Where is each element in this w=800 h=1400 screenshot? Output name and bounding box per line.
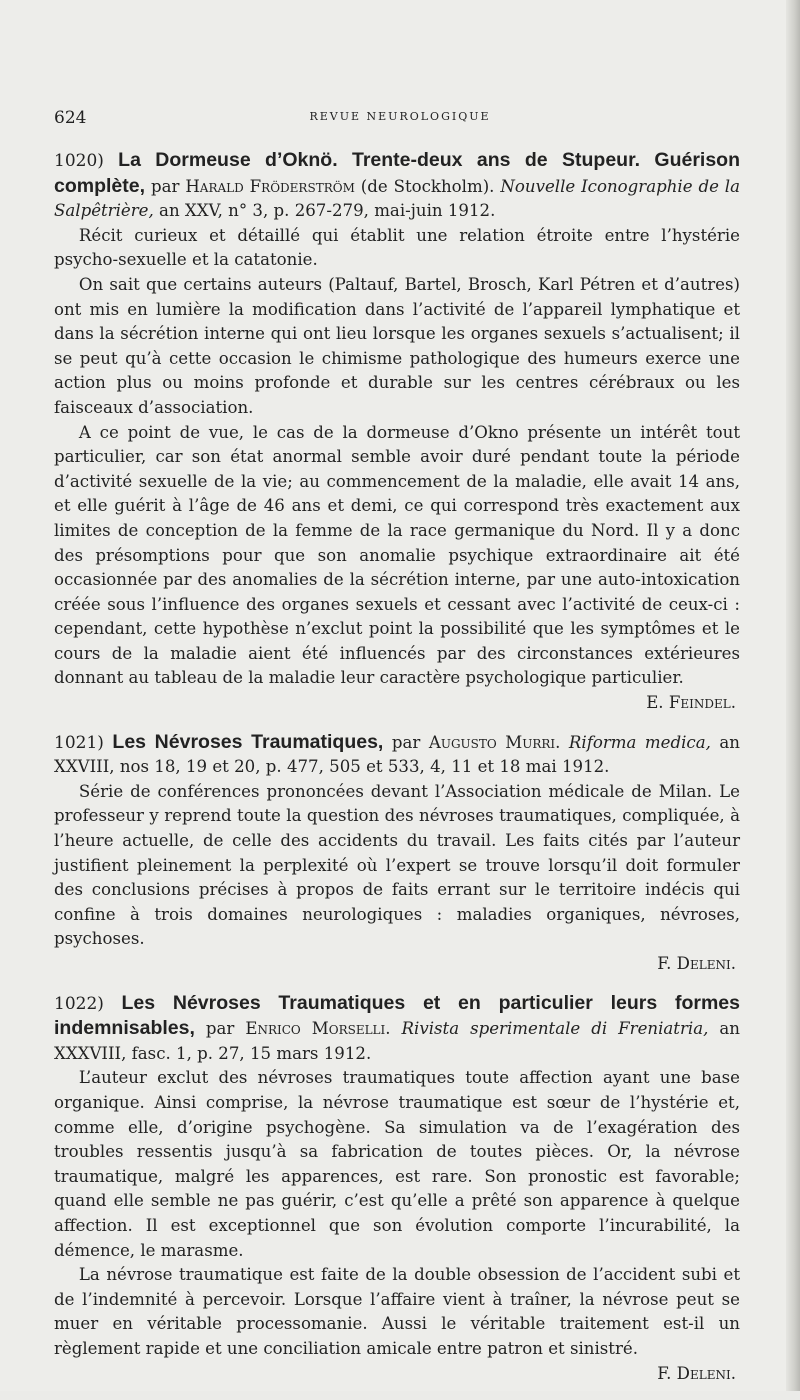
entry-title: La Dormeuse d’Oknö. Trente-deux ans de Stupeur. Guérison complète, [54,149,741,197]
entry-paragraph: La névrose traumatique est faite de la double obsession de l’accident subi et de l’indemnité à percevoir. Lorsque l’affaire vient à traîner, la névrose peut se muer en véritable processomanie. Aussi le véritable traitement est-il un règlement rapide et une conciliation amicale entre patron et sinistré. [54,1265,740,1358]
entry-paragraph: A ce point de vue, le cas de la dormeuse d’Okno présente un intérêt tout particulier, car son état anormal semble avoir duré pendant toute la période d’activité sexuelle de la vie; au commencement de la maladie, elle avait 14 ans, et elle guérit à l’âge de 46 ans et demi, ce qui correspond très exactement aux limites de conception de la femme de la race germanique du Nord. Il y a donc des présomptions pour que son anomalie psychique extraordinaire ait été occasionnée par des anomalies de la sécrétion interne, par une auto-intoxication créée sous l’influence des organes sexuels et cessant avec l’activité de ceux-ci : cependant, cette hypothèse n’exclut point la possibilité que les symptômes et le cours de la maladie aient été influencés par des circonstances extérieures donnant au tableau de la maladie leur caractère psychologique particulier. [54,422,740,688]
entry-signature: E. Feindel. [646,693,736,713]
entry-author-location: (de Stockholm). [360,176,495,196]
entry-by: par [391,732,421,752]
entry-heading [54,148,740,224]
entry-title: Les Névroses Traumatiques, [112,730,384,753]
journal-title: REVUE NEUROLOGIQUE [309,110,491,123]
entry-paragraph: Récit curieux et détaillé qui établit une relation étroite entre l’hystérie psycho-sexuelle et la catatonie. [54,225,740,270]
page-number: 624 [54,108,87,128]
page-content [54,148,740,1400]
entry-number: 1021) [54,732,104,753]
entry-citation: an XXV, n° 3, p. 267-279, mai-juin 1912. [159,201,496,221]
entry-citation: an XXVIII, nos 18, 19 et 20, p. 477, 505 et 533, 4, 11 et 18 mai 1912. [54,732,740,777]
entry-heading [54,991,740,1067]
entry-author: Enrico Morselli. [245,1019,391,1039]
entry-paragraph: On sait que certains auteurs (Paltauf, Bartel, Brosch, Karl Pétren et d’autres) ont mis en lumière la modification dans l’activité de l’appareil lymphatique et dans la sécrétion interne qui ont lieu lorsque les organes sexuels s’actualisent; il se peut qu’à cette occasion le chimisme pathologique des humeurs exerce une action plus ou moins profonde et durable sur les centres cérébraux ou les faisceaux d’association. [54,274,740,417]
entry-number: 1020) [54,151,104,171]
entry-number: 1022) [54,993,104,1014]
entry-author: Harald Fröderström [185,176,355,196]
entry-title: Les Névroses Traumatiques et en particulier leurs formes indemnisables, [54,991,740,1040]
entry-citation: an XXXVIII, fasc. 1, p. 27, 15 mars 1912. [54,1019,740,1063]
abstract-entry [54,730,740,977]
entry-heading [54,730,740,780]
page-header [54,108,746,128]
entry-author: Augusto Murri. [428,732,561,752]
page-edge [786,0,800,1391]
entry-journal: Rivista sperimentale di Freniatria, [401,1019,709,1039]
entry-by: par [205,1019,235,1039]
abstract-entry [54,148,740,716]
abstract-entry [54,991,740,1387]
entry-journal: Riforma medica, [568,732,711,752]
entry-by: par [150,176,180,196]
entry-signature: F. Deleni. [657,954,736,973]
entry-paragraph: L’auteur exclut des névroses traumatiques toute affection ayant une base organique. Ainsi comprise, la névrose traumatique est sœur de l’hystérie et, comme elle, d’origine psychogène. Sa simulation va de l’exagération des troubles ressentis jusqu’à sa fabrication de toutes pièces. Or, la névrose traumatique, malgré les apparences, est rare. Son pronostic est favorable; quand elle semble ne pas guérir, c’est qu’elle a prêté son apparence à quelque affection. Il est exceptionnel que son évolution comporte l’incurabilité, la démence, le marasme. [54,1068,740,1260]
entry-paragraph: Série de conférences prononcées devant l’Association médicale de Milan. Le professeur y reprend toute la question des névroses traumatiques, compliquée, à l’heure actuelle, de celle des accidents du travail. Les faits cités par l’auteur justifient pleinement la perplexité où l’expert se trouve lorsqu’il doit formuler des conclusions précises à propos de faits errant sur le territoire indécis qui confine à trois domaines neurologiques : maladies organiques, névroses, psychoses. [54,781,740,949]
entry-signature: F. Deleni. [657,1363,736,1383]
entry-journal: Nouvelle Iconographie de la Salpêtrière, [54,176,740,221]
